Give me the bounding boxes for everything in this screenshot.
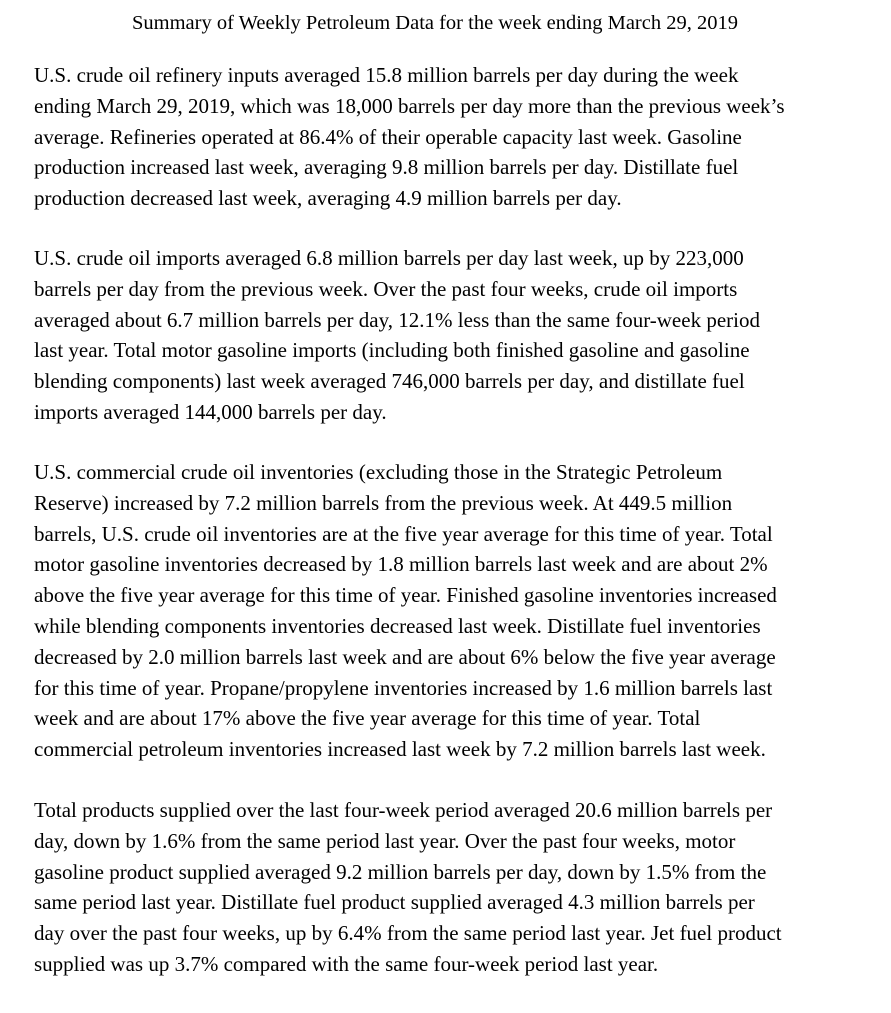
text-line: motor gasoline inventories decreased by 1.8 million barrels last week and are about 2% bbox=[34, 552, 768, 577]
text-line: average. Refineries operated at 86.4% of their operable capacity last week. Gasoline bbox=[34, 124, 742, 149]
document-title: Summary of Weekly Petroleum Data for the week ending March 29, 2019 bbox=[132, 12, 738, 34]
text-line: blending components) last week averaged 746,000 barrels per day, and distillate fuel bbox=[34, 369, 745, 394]
text-line: production increased last week, averaging 9.8 million barrels per day. Distillate fuel bbox=[34, 155, 739, 180]
text-line: supplied was up 3.7% compared with the same four-week period last year. bbox=[34, 951, 659, 976]
text-line: ending March 29, 2019, which was 18,000 barrels per day more than the previous week’s bbox=[34, 93, 785, 118]
paragraph-refinery-inputs bbox=[34, 60, 884, 214]
text-line: barrels, U.S. crude oil inventories are at the five year average for this time of year. Total bbox=[34, 521, 773, 546]
text-line: decreased by 2.0 million barrels last week and are about 6% below the five year average bbox=[34, 644, 776, 669]
text-line: gasoline product supplied averaged 9.2 million barrels per day, down by 1.5% from the bbox=[34, 859, 767, 884]
text-line: above the five year average for this time of year. Finished gasoline inventories increased bbox=[34, 583, 777, 608]
text-line: commercial petroleum inventories increased last week by 7.2 million barrels last week. bbox=[34, 737, 766, 762]
text-line: Total products supplied over the last four-week period averaged 20.6 million barrels per bbox=[34, 798, 773, 822]
text-line: same period last year. Distillate fuel product supplied averaged 4.3 million barrels per bbox=[34, 890, 755, 915]
text-line: imports averaged 144,000 barrels per day. bbox=[34, 399, 387, 424]
text-line: week and are about 17% above the five year average for this time of year. Total bbox=[34, 706, 701, 731]
paragraph-imports bbox=[34, 243, 884, 428]
text-line: Reserve) increased by 7.2 million barrels from the previous week. At 449.5 million bbox=[34, 490, 733, 515]
text-line: U.S. crude oil refinery inputs averaged 15.8 million barrels per day during the week bbox=[34, 63, 739, 87]
text-line: day over the past four weeks, up by 6.4% from the same period last year. Jet fuel product bbox=[34, 921, 782, 946]
text-line: U.S. crude oil imports averaged 6.8 million barrels per day last week, up by 223,000 bbox=[34, 246, 744, 270]
text-line: barrels per day from the previous week. Over the past four weeks, crude oil imports bbox=[34, 276, 738, 301]
paragraph-products-supplied bbox=[34, 795, 884, 980]
text-line: while blending components inventories decreased last week. Distillate fuel inventories bbox=[34, 613, 761, 638]
text-line: averaged about 6.7 million barrels per day, 12.1% less than the same four-week period bbox=[34, 307, 760, 332]
paragraph-inventories bbox=[34, 457, 884, 765]
text-line: for this time of year. Propane/propylene inventories increased by 1.6 million barrels last bbox=[34, 675, 773, 700]
text-line: production decreased last week, averaging 4.9 million barrels per day. bbox=[34, 186, 622, 211]
text-line: last year. Total motor gasoline imports (including both finished gasoline and gasoline bbox=[34, 338, 750, 363]
text-line: U.S. commercial crude oil inventories (excluding those in the Strategic Petroleum bbox=[34, 460, 723, 484]
text-line: day, down by 1.6% from the same period last year. Over the past four weeks, motor bbox=[34, 828, 736, 853]
